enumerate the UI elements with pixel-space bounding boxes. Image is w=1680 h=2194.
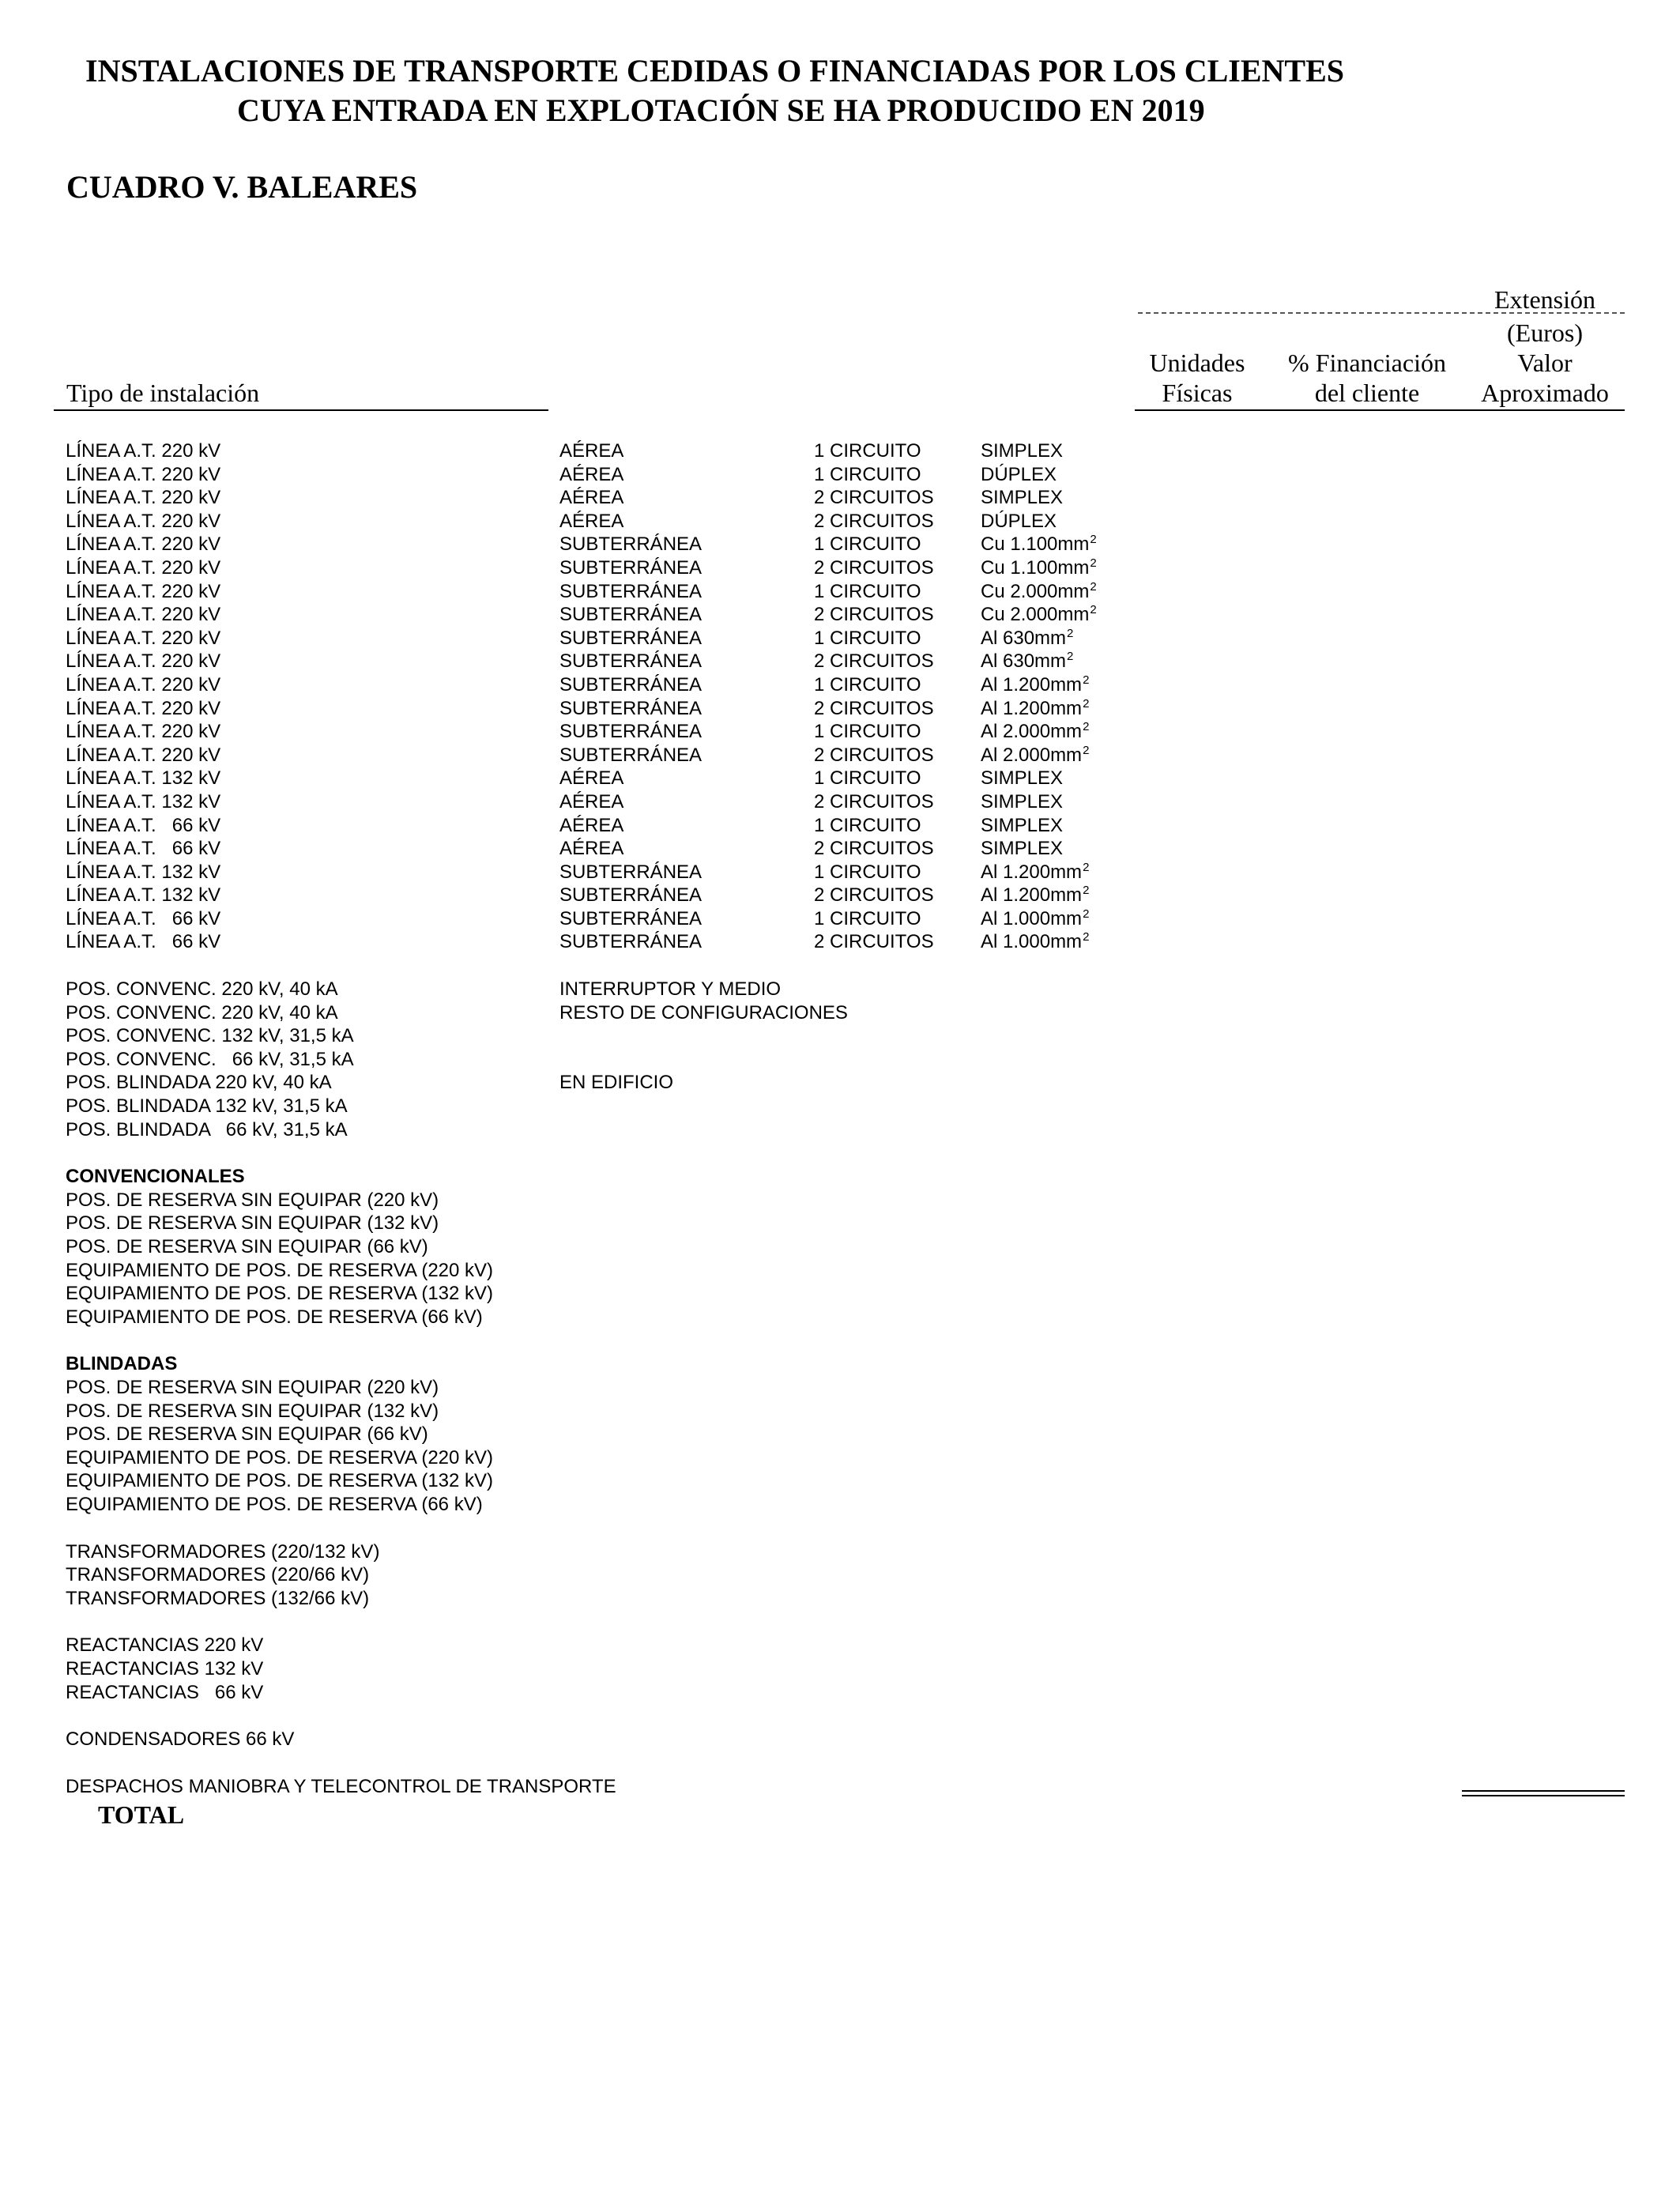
superscript: 2 (1083, 673, 1090, 687)
row-cell-c1: POS. DE RESERVA SIN EQUIPAR (66 kV) (66, 1236, 428, 1257)
table-row (0, 744, 1680, 767)
column-header-extension-line-1: Extensión (1494, 285, 1595, 314)
row-cell-c1: LÍNEA A.T. 220 kV (66, 533, 221, 556)
row-cell-c4: Al $1.000mm^2$ (981, 907, 1090, 929)
table-row (0, 720, 1680, 744)
table-row (0, 1306, 1680, 1329)
row-cell-c4: Al $1.200mm^2$ (981, 696, 1090, 719)
row-cell-c2: AÉREA (559, 767, 624, 790)
row-cell-c4: Al $1.200mm^2$ (981, 884, 1090, 907)
row-cell-c1: LÍNEA A.T. 220 kV (66, 744, 221, 766)
total-double-rule-top (1462, 1790, 1625, 1792)
table-row (0, 837, 1680, 861)
row-cell-c3: 2 CIRCUITOS (814, 931, 934, 953)
table-row (0, 486, 1680, 510)
column-header-extension-line-2: (Euros) (1507, 319, 1583, 347)
table-row (0, 1095, 1680, 1118)
total-double-rule-bottom (1462, 1795, 1625, 1796)
row-cell-c1: LÍNEA A.T. 66 kV (66, 907, 221, 929)
row-cell-c1: LÍNEA A.T. 220 kV (66, 721, 221, 743)
table-row (0, 1446, 1680, 1470)
row-cell-c2: EN EDIFICIO (559, 1072, 674, 1094)
row-cell-c1: TRANSFORMADORES (220/66 kV) (66, 1564, 370, 1586)
column-header-financiacion-line-2: del cliente (1314, 379, 1420, 407)
table-row (0, 1212, 1680, 1235)
row-cell-c3: 2 CIRCUITOS (814, 697, 934, 719)
table-row (0, 1587, 1680, 1611)
row-cell-c2: RESTO DE CONFIGURACIONES (559, 1001, 848, 1023)
row-cell-c1: POS. CONVENC. 220 kV, 40 kA (66, 1001, 338, 1023)
row-cell-c4: Al $1.200mm^2$ (981, 673, 1090, 696)
table-row (0, 1634, 1680, 1657)
row-cell-c4: DÚPLEX (981, 510, 1057, 532)
superscript: 2 (1083, 696, 1090, 711)
row-cell-c1: EQUIPAMIENTO DE POS. DE RESERVA (220 kV) (66, 1259, 494, 1281)
table-row (0, 1259, 1680, 1283)
row-cell-c1: LÍNEA A.T. 132 kV (66, 861, 221, 883)
row-cell-c1: CONDENSADORES 66 kV (66, 1728, 295, 1751)
row-cell-c3: 2 CIRCUITOS (814, 790, 934, 812)
table-row (0, 978, 1680, 1001)
page-title-line-1: INSTALACIONES DE TRANSPORTE CEDIDAS O FINANCIADAS POR LOS CLIENTES (85, 53, 1345, 89)
row-cell-c3: 1 CIRCUITO (814, 814, 921, 836)
header-dashed-rule (1138, 312, 1625, 314)
row-cell-c1: EQUIPAMIENTO DE POS. DE RESERVA (132 kV) (66, 1283, 494, 1305)
row-cell-c1: POS. DE RESERVA SIN EQUIPAR (132 kV) (66, 1400, 439, 1422)
superscript: 2 (1083, 720, 1090, 734)
superscript: 2 (1067, 626, 1074, 640)
row-cell-c1: LÍNEA A.T. 66 kV (66, 838, 221, 860)
table-row (0, 1775, 1680, 1799)
table-row (0, 790, 1680, 814)
column-header-unidades-line-2: Físicas (1162, 379, 1233, 407)
superscript: 2 (1083, 860, 1090, 874)
row-cell-c2: SUBTERRÁNEA (559, 604, 703, 626)
row-cell-c4: Al $630mm^2$ (981, 626, 1074, 649)
row-cell-c1: POS. DE RESERVA SIN EQUIPAR (220 kV) (66, 1376, 439, 1398)
table-row (0, 1024, 1680, 1048)
row-cell-c1: TRANSFORMADORES (132/66 kV) (66, 1587, 370, 1609)
row-cell-c2: INTERRUPTOR Y MEDIO (559, 978, 782, 1001)
row-cell-c2: SUBTERRÁNEA (559, 533, 703, 556)
row-cell-c1: POS. BLINDADA 66 kV, 31,5 kA (66, 1118, 348, 1140)
row-cell-c3: 2 CIRCUITOS (814, 556, 934, 579)
table-row (0, 1400, 1680, 1423)
superscript: 2 (1067, 650, 1074, 664)
row-cell-c1: EQUIPAMIENTO DE POS. DE RESERVA (220 kV) (66, 1446, 494, 1468)
row-cell-c1: LÍNEA A.T. 220 kV (66, 463, 221, 485)
row-cell-c1: LÍNEA A.T. 132 kV (66, 884, 221, 907)
row-cell-c4: SIMPLEX (981, 790, 1064, 812)
table-row (0, 1071, 1680, 1095)
page-title-line-2: CUYA ENTRADA EN EXPLOTACIÓN SE HA PRODUCIDO EN 2019 (237, 92, 1205, 128)
row-cell-c3: 2 CIRCUITOS (814, 487, 934, 509)
table-row (0, 1189, 1680, 1212)
row-cell-c3: 2 CIRCUITOS (814, 884, 934, 907)
table-row (0, 1282, 1680, 1306)
row-cell-c4: Cu $1.100mm^2$ (981, 556, 1097, 579)
column-header-tipo: Tipo de instalación (66, 379, 260, 407)
row-cell-c2: AÉREA (559, 838, 624, 860)
row-cell-c1: EQUIPAMIENTO DE POS. DE RESERVA (66 kV) (66, 1493, 483, 1515)
table-row (0, 930, 1680, 954)
row-cell-c2: AÉREA (559, 440, 624, 462)
row-cell-c2: AÉREA (559, 463, 624, 485)
row-cell-c2: SUBTERRÁNEA (559, 673, 703, 696)
row-cell-c1: POS. CONVENC. 132 kV, 31,5 kA (66, 1025, 354, 1047)
row-cell-c2: SUBTERRÁNEA (559, 721, 703, 743)
row-cell-c4: Cu $2.000mm^2$ (981, 603, 1097, 626)
row-cell-c4: SIMPLEX (981, 440, 1064, 462)
table-row (0, 1493, 1680, 1517)
row-cell-c4: Al $2.000mm^2$ (981, 743, 1090, 766)
row-cell-c4: Cu $1.100mm^2$ (981, 533, 1097, 556)
row-cell-c3: 2 CIRCUITOS (814, 838, 934, 860)
row-cell-c3: 1 CIRCUITO (814, 533, 921, 556)
table-row (0, 439, 1680, 463)
row-cell-c2: SUBTERRÁNEA (559, 627, 703, 649)
row-cell-c3: 1 CIRCUITO (814, 440, 921, 462)
table-row (0, 1001, 1680, 1025)
row-cell-c4: Cu $2.000mm^2$ (981, 579, 1097, 602)
table-row (0, 767, 1680, 790)
row-cell-c4: SIMPLEX (981, 814, 1064, 836)
table-row (0, 650, 1680, 673)
table-row (0, 1376, 1680, 1400)
row-cell-c3: 1 CIRCUITO (814, 627, 921, 649)
table-row (0, 1235, 1680, 1259)
row-cell-c1: POS. CONVENC. 220 kV, 40 kA (66, 978, 338, 1001)
row-cell-c4: SIMPLEX (981, 838, 1064, 860)
table-row (0, 627, 1680, 650)
table-row (0, 1118, 1680, 1142)
row-cell-c3: 2 CIRCUITOS (814, 650, 934, 673)
row-cell-c1: LÍNEA A.T. 220 kV (66, 580, 221, 602)
group-heading (0, 1352, 1680, 1376)
row-cell-c2: SUBTERRÁNEA (559, 931, 703, 953)
row-cell-c1: POS. DE RESERVA SIN EQUIPAR (220 kV) (66, 1189, 439, 1211)
row-cell-c2: SUBTERRÁNEA (559, 744, 703, 766)
table-row (0, 556, 1680, 580)
header-rule-right (1135, 409, 1625, 411)
table-row (0, 1048, 1680, 1072)
row-cell-c1: POS. DE RESERVA SIN EQUIPAR (132 kV) (66, 1212, 439, 1235)
row-cell-c1: EQUIPAMIENTO DE POS. DE RESERVA (132 kV) (66, 1470, 494, 1492)
row-cell-c1: LÍNEA A.T. 132 kV (66, 790, 221, 812)
row-cell-c1: REACTANCIAS 132 kV (66, 1657, 264, 1679)
row-cell-c1: LÍNEA A.T. 220 kV (66, 627, 221, 649)
superscript: 2 (1090, 579, 1097, 594)
row-cell-c3: 1 CIRCUITO (814, 580, 921, 602)
table-row (0, 1540, 1680, 1564)
row-cell-c3: 1 CIRCUITO (814, 861, 921, 883)
row-cell-c4: DÚPLEX (981, 463, 1057, 485)
group-heading (0, 1165, 1680, 1189)
row-cell-c4: Al $630mm^2$ (981, 650, 1074, 673)
row-cell-c3: 1 CIRCUITO (814, 673, 921, 696)
row-cell-c2: AÉREA (559, 814, 624, 836)
superscript: 2 (1090, 533, 1097, 547)
row-cell-c2: AÉREA (559, 510, 624, 532)
row-cell-c2: SUBTERRÁNEA (559, 697, 703, 719)
table-row (0, 861, 1680, 884)
row-cell-c1: TRANSFORMADORES (220/132 kV) (66, 1540, 380, 1563)
row-cell-c1: LÍNEA A.T. 220 kV (66, 697, 221, 719)
row-cell-c1: POS. BLINDADA 132 kV, 31,5 kA (66, 1095, 348, 1118)
superscript: 2 (1090, 603, 1097, 617)
row-cell-c2: SUBTERRÁNEA (559, 884, 703, 907)
row-cell-c1: LÍNEA A.T. 132 kV (66, 767, 221, 790)
table-row (0, 673, 1680, 697)
superscript: 2 (1083, 930, 1090, 944)
table-row (0, 1681, 1680, 1705)
row-cell-c2: SUBTERRÁNEA (559, 580, 703, 602)
table-row (0, 1728, 1680, 1751)
row-cell-c1: LÍNEA A.T. 220 kV (66, 487, 221, 509)
row-cell-c3: 1 CIRCUITO (814, 721, 921, 743)
table-row (0, 1563, 1680, 1587)
superscript: 2 (1090, 556, 1097, 570)
superscript: 2 (1083, 884, 1090, 898)
column-header-extension (1466, 285, 1624, 315)
table-row (0, 510, 1680, 533)
table-row (0, 1469, 1680, 1493)
row-cell-c1: BLINDADAS (66, 1353, 178, 1375)
column-header-financiacion (1264, 348, 1470, 408)
row-cell-c1: EQUIPAMIENTO DE POS. DE RESERVA (66 kV) (66, 1306, 483, 1328)
row-cell-c2: AÉREA (559, 487, 624, 509)
table-row (0, 697, 1680, 721)
row-cell-c1: REACTANCIAS 220 kV (66, 1634, 264, 1657)
row-cell-c1: DESPACHOS MANIOBRA Y TELECONTROL DE TRANSPORTE (66, 1775, 616, 1797)
superscript: 2 (1083, 743, 1090, 757)
total-label: TOTAL (98, 1800, 185, 1829)
row-cell-c2: SUBTERRÁNEA (559, 907, 703, 929)
row-cell-c1: LÍNEA A.T. 220 kV (66, 604, 221, 626)
row-cell-c2: AÉREA (559, 790, 624, 812)
header-rule-left (54, 409, 548, 411)
installation-table (0, 439, 1680, 1798)
column-header-valor-line-2: Aproximado (1481, 379, 1609, 407)
row-cell-c1: LÍNEA A.T. 220 kV (66, 440, 221, 462)
row-cell-c3: 1 CIRCUITO (814, 463, 921, 485)
table-row (0, 884, 1680, 907)
row-cell-c3: 1 CIRCUITO (814, 907, 921, 929)
table-row (0, 1657, 1680, 1681)
row-cell-c1: LÍNEA A.T. 220 kV (66, 510, 221, 532)
row-cell-c1: LÍNEA A.T. 66 kV (66, 931, 221, 953)
row-cell-c1: POS. CONVENC. 66 kV, 31,5 kA (66, 1048, 354, 1070)
table-row (0, 580, 1680, 604)
row-cell-c2: SUBTERRÁNEA (559, 861, 703, 883)
row-cell-c1: CONVENCIONALES (66, 1166, 245, 1188)
row-cell-c4: Al $1.200mm^2$ (981, 860, 1090, 883)
column-header-unidades (1134, 348, 1260, 408)
row-cell-c2: SUBTERRÁNEA (559, 556, 703, 579)
column-header-financiacion-line-1: % Financiación (1288, 349, 1446, 377)
table-row (0, 463, 1680, 487)
column-header-unidades-line-1: Unidades (1149, 349, 1245, 377)
row-cell-c1: POS. DE RESERVA SIN EQUIPAR (66 kV) (66, 1423, 428, 1446)
row-cell-c3: 2 CIRCUITOS (814, 510, 934, 532)
row-cell-c1: LÍNEA A.T. 66 kV (66, 814, 221, 836)
row-cell-c1: REACTANCIAS 66 kV (66, 1681, 264, 1703)
superscript: 2 (1083, 907, 1090, 921)
row-cell-c3: 2 CIRCUITOS (814, 744, 934, 766)
row-cell-c1: LÍNEA A.T. 220 kV (66, 650, 221, 673)
table-row (0, 1423, 1680, 1446)
row-cell-c1: POS. BLINDADA 220 kV, 40 kA (66, 1072, 332, 1094)
row-cell-c4: SIMPLEX (981, 487, 1064, 509)
table-row (0, 814, 1680, 838)
row-cell-c1: LÍNEA A.T. 220 kV (66, 673, 221, 696)
row-cell-c4: Al $1.000mm^2$ (981, 930, 1090, 953)
column-header-valor-line-1: Valor (1517, 349, 1573, 377)
table-row (0, 603, 1680, 627)
table-row (0, 907, 1680, 931)
row-cell-c4: Al $2.000mm^2$ (981, 720, 1090, 743)
row-cell-c2: SUBTERRÁNEA (559, 650, 703, 673)
table-row (0, 533, 1680, 556)
row-cell-c3: 2 CIRCUITOS (814, 604, 934, 626)
row-cell-c1: LÍNEA A.T. 220 kV (66, 556, 221, 579)
section-heading: CUADRO V. BALEARES (66, 169, 418, 205)
column-header-valor (1466, 318, 1624, 408)
row-cell-c4: SIMPLEX (981, 767, 1064, 790)
row-cell-c3: 1 CIRCUITO (814, 767, 921, 790)
